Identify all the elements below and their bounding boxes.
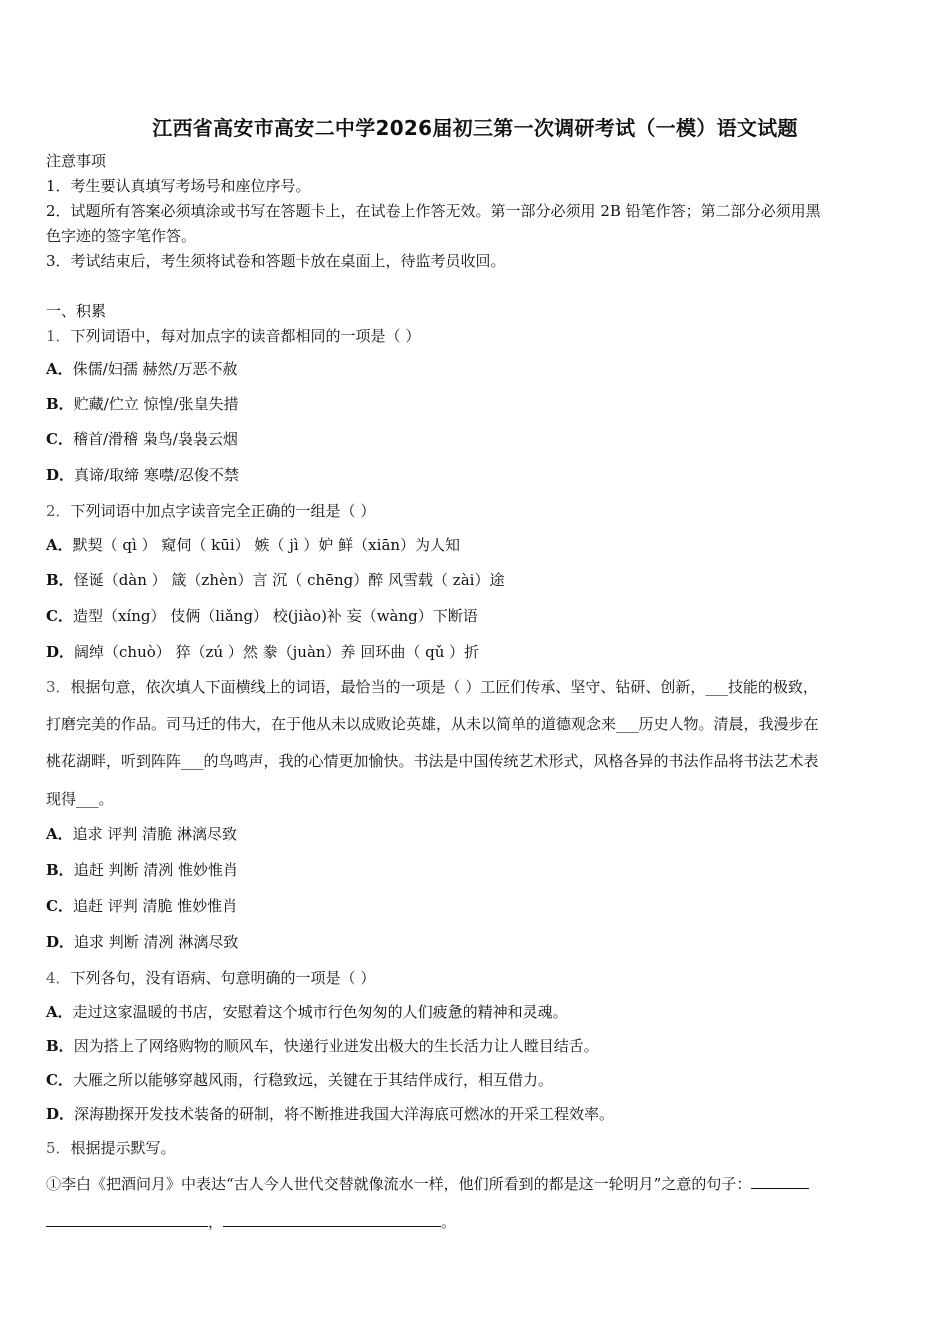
question-2 [46, 500, 375, 522]
answer-blank[interactable] [223, 1210, 441, 1227]
option-text: 稽首/滑稽 枭鸟/袅袅云烟 [72, 430, 238, 448]
notice-heading: 注意事项 [46, 152, 107, 170]
question-stem: 根据提示默写。 [70, 1139, 176, 1157]
question-stem: 下列词语中加点字读音完全正确的一组是（ ） [70, 502, 376, 520]
option-text: 因为搭上了网络购物的顺风车，快递行业迸发出极大的生长活力让人瞠目结舌。 [73, 1037, 599, 1055]
option-text: 追求 判断 清冽 淋漓尽致 [74, 933, 239, 951]
q3-option-a[interactable] [46, 823, 237, 845]
option-label: A． [46, 1003, 73, 1021]
period: 。 [441, 1213, 457, 1231]
option-label: D． [46, 466, 75, 484]
option-text: 贮藏/伫立 惊惶/张皇失措 [73, 395, 239, 413]
option-label: B． [46, 395, 74, 413]
option-text: 侏儒/妇孺 赫然/万恶不赦 [72, 360, 238, 378]
question-number: 3． [46, 678, 71, 696]
q3-option-b[interactable] [46, 859, 238, 881]
question-number: 1． [46, 327, 71, 345]
question-5 [46, 1137, 176, 1159]
option-label: C． [46, 607, 73, 625]
question-stem-line: 根据句意，依次填人下面横线上的词语，最恰当的一项是（ ）工匠们传承、坚守、钻研、创新，___技能的极致， [70, 678, 818, 696]
option-text: 深海勘探开发技术装备的研制，将不断推进我国大洋海底可燃冰的开采工程效率。 [74, 1105, 615, 1123]
option-text: 追求 评判 清脆 淋漓尽致 [72, 825, 237, 843]
page-title: 江西省高安市高安二中学2026届初三第一次调研考试（一模）语文试题 [152, 116, 798, 140]
option-label: B． [46, 861, 74, 879]
option-label: C． [46, 897, 73, 915]
option-label: B． [46, 1037, 74, 1055]
option-text: 大雁之所以能够穿越风雨，行稳致远，关键在于其结伴成行，相互借力。 [72, 1071, 553, 1089]
q4-option-c[interactable] [46, 1069, 553, 1091]
option-text: 默契（ qì ） 窥伺（ kūi） 嫉（ jì ）妒 鲜（xiān）为人知 [72, 536, 461, 554]
option-text: 阔绰（chuò） 猝（zú ）然 豢（juàn）养 回环曲（ qǔ ）折 [74, 643, 480, 661]
option-label: D． [46, 933, 75, 951]
q5-answer-line [46, 1210, 456, 1233]
q2-option-d[interactable] [46, 641, 479, 663]
question-3 [46, 676, 818, 698]
q5-item-1 [46, 1172, 809, 1195]
question-number: 4． [46, 969, 71, 987]
question-number: 5． [46, 1139, 71, 1157]
q1-option-a[interactable] [46, 358, 238, 380]
q5-item-text: ①李白《把酒问月》中表达“古人今人世代交替就像流水一样，他们所看到的都是这一轮明月”之意的句子： [46, 1175, 752, 1193]
question-1 [46, 325, 420, 347]
q1-option-b[interactable] [46, 393, 239, 415]
option-text: 真谛/取缔 寒噤/忍俊不禁 [74, 466, 239, 484]
question-number: 2． [46, 502, 71, 520]
notice-item: 1．考生要认真填写考场号和座位序号。 [46, 177, 311, 195]
notice-item: 2．试题所有答案必须填涂或书写在答题卡上，在试卷上作答无效。第一部分必须用 2B 铅笔作答；第二部分必须用黑 [46, 202, 821, 220]
q2-option-c[interactable] [46, 605, 478, 627]
question-stem-line: 桃花湖畔，听到阵阵___的鸟鸣声，我的心情更加愉快。书法是中国传统艺术形式，风格各异的书法作品将书法艺术表 [46, 752, 819, 770]
option-label: C． [46, 430, 73, 448]
question-stem: 下列各句，没有语病、句意明确的一项是（ ） [70, 969, 376, 987]
q1-option-d[interactable] [46, 464, 239, 486]
question-stem: 下列词语中，每对加点字的读音都相同的一项是（ ） [70, 327, 421, 345]
q2-option-b[interactable] [46, 569, 504, 591]
q4-option-a[interactable] [46, 1001, 568, 1023]
notice-item: 3．考试结束后，考生须将试卷和答题卡放在桌面上，待监考员收回。 [46, 252, 506, 270]
option-label: D． [46, 1105, 75, 1123]
notice-item: 色字迹的签字笔作答。 [46, 227, 197, 245]
option-text: 追赶 评判 清脆 惟妙惟肖 [72, 897, 238, 915]
option-text: 走过这家温暖的书店，安慰着这个城市行色匆匆的人们疲惫的精神和灵魂。 [72, 1003, 568, 1021]
question-stem-line: 打磨完美的作品。司马迁的伟大，在于他从未以成败论英雄，从未以简单的道德观念来___历史人物。清晨，我漫步在 [46, 715, 819, 733]
q4-option-d[interactable] [46, 1103, 614, 1125]
question-stem-line: 现得___。 [46, 790, 114, 808]
option-text: 怪诞（dàn ） 箴（zhèn）言 沉（ chēng）醉 风雪载（ zài）途 [73, 571, 505, 589]
answer-blank[interactable] [46, 1210, 208, 1227]
option-label: C． [46, 1071, 73, 1089]
q3-option-c[interactable] [46, 895, 237, 917]
q2-option-a[interactable] [46, 534, 460, 556]
question-4 [46, 967, 375, 989]
q1-option-c[interactable] [46, 428, 238, 450]
option-label: A． [46, 536, 73, 554]
option-text: 追赶 判断 清冽 惟妙惟肖 [73, 861, 238, 879]
option-label: A． [46, 360, 73, 378]
q4-option-b[interactable] [46, 1035, 599, 1057]
option-label: D． [46, 643, 75, 661]
answer-blank[interactable] [751, 1172, 809, 1189]
q3-option-d[interactable] [46, 931, 238, 953]
section-heading: 一、积累 [46, 302, 107, 320]
comma: ， [208, 1213, 224, 1231]
option-label: A． [46, 825, 73, 843]
option-label: B． [46, 571, 74, 589]
option-text: 造型（xíng） 伎俩（liǎng） 校(jiào)补 妄（wàng）下断语 [72, 607, 478, 625]
